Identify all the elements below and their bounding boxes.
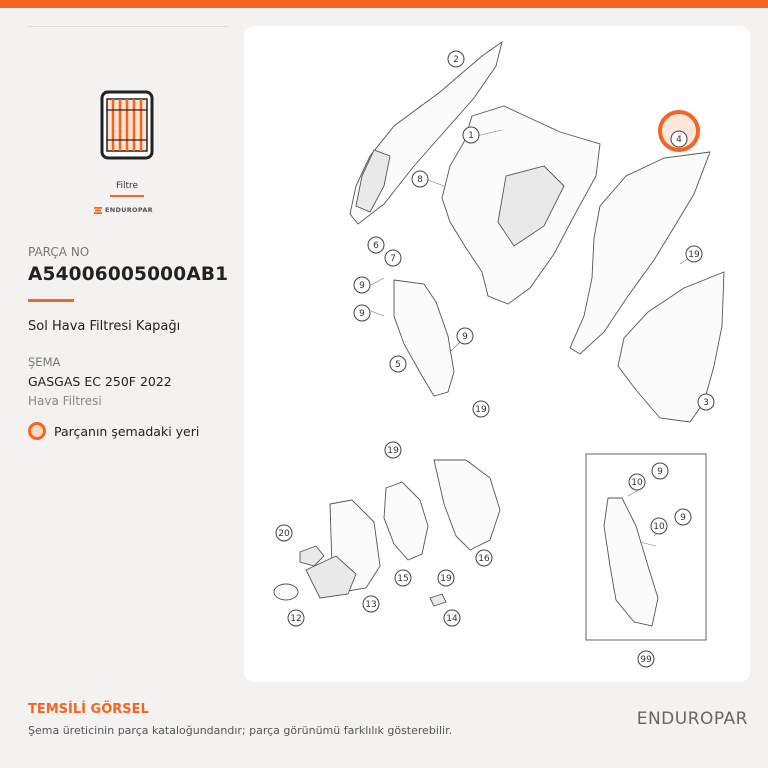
- callout-7-label: 7: [390, 254, 396, 264]
- callout-9d-label: 9: [657, 467, 663, 477]
- part-14-shape: [430, 594, 446, 606]
- callout-9a: [354, 277, 370, 293]
- part-16-shape: [434, 460, 500, 550]
- part-no-label: PARÇA NO: [28, 245, 90, 259]
- callout-3: [698, 394, 714, 410]
- callout-5: [390, 356, 406, 372]
- callout-14-label: 14: [446, 614, 458, 624]
- callout-2-label: 2: [453, 55, 459, 65]
- callout-10b-label: 10: [653, 522, 665, 532]
- part-5-shape: [394, 280, 454, 396]
- parts-diagram: [244, 26, 750, 682]
- callout-19c-label: 19: [387, 446, 399, 456]
- callout-9b-label: 9: [359, 309, 365, 319]
- callout-4-highlighted: [660, 112, 698, 150]
- callout-1: [463, 127, 479, 143]
- callout-19c: [385, 442, 401, 458]
- callout-4-label: 4: [676, 135, 682, 145]
- exploded-view-drawing: [244, 26, 750, 682]
- part-number-underline: [28, 299, 74, 302]
- callout-16: [476, 550, 492, 566]
- callout-6: [368, 237, 384, 253]
- callout-10a: [629, 474, 645, 490]
- schema-group: Hava Filtresi: [28, 394, 102, 408]
- callout-13-label: 13: [365, 600, 377, 610]
- callout-12: [288, 610, 304, 626]
- legend: [28, 422, 199, 440]
- orange-circle-marker-icon: [28, 422, 46, 440]
- category-label: Filtre: [115, 181, 139, 191]
- callout-15: [395, 570, 411, 586]
- callout-15-label: 15: [397, 574, 409, 584]
- callout-8-label: 8: [417, 175, 423, 185]
- callout-19a-label: 19: [688, 250, 700, 260]
- callout-13: [363, 596, 379, 612]
- callout-12-label: 12: [290, 614, 302, 624]
- callout-10a-label: 10: [631, 478, 643, 488]
- legend-text: Parçanın şemadaki yeri: [54, 423, 200, 439]
- callout-20: [276, 525, 292, 541]
- part-15-shape: [384, 482, 428, 560]
- part-99-shape: [604, 498, 658, 626]
- callout-5-label: 5: [395, 360, 401, 370]
- callout-19a: [686, 246, 702, 262]
- callout-14: [444, 610, 460, 626]
- callout-9e: [675, 509, 691, 525]
- callout-3-label: 3: [703, 398, 709, 408]
- callout-19b-label: 19: [475, 405, 487, 415]
- callout-9b: [354, 305, 370, 321]
- category-underline: [110, 195, 144, 197]
- air-filter-icon: [100, 90, 154, 160]
- callout-10b: [651, 518, 667, 534]
- callout-99: [638, 651, 654, 667]
- callout-9c: [457, 328, 473, 344]
- callout-19b: [473, 401, 489, 417]
- footer-note: Şema üreticinin parça kataloğundandır; parça görünümü farklılık gösterebilir.: [28, 724, 453, 737]
- schema-model: GASGAS EC 250F 2022: [28, 374, 172, 389]
- part-name: Sol Hava Filtresi Kapağı: [28, 319, 181, 334]
- callout-6-label: 6: [373, 241, 379, 251]
- callout-9e-label: 9: [680, 513, 686, 523]
- brand-small-text: ENDUROPAR: [105, 206, 153, 214]
- part-number: A54006005000AB1: [28, 264, 229, 285]
- sidebar-top-divider: [28, 26, 228, 27]
- callout-9c-label: 9: [462, 332, 468, 342]
- footer-brand-logo: ENDUROPAR: [636, 709, 748, 729]
- callout-9a-label: 9: [359, 281, 365, 291]
- callout-99-label: 99: [640, 655, 652, 665]
- callout-9d: [652, 463, 668, 479]
- callout-20-label: 20: [278, 529, 290, 539]
- callout-8: [412, 171, 428, 187]
- schema-label: ŞEMA: [28, 355, 61, 369]
- part-12-shape: [274, 584, 298, 600]
- callout-1-label: 1: [468, 131, 474, 141]
- callout-16-label: 16: [478, 554, 490, 564]
- top-accent-bar: [0, 0, 768, 8]
- brand-small: [94, 206, 153, 214]
- callout-7: [385, 250, 401, 266]
- callout-19d-label: 19: [440, 574, 452, 584]
- enduropar-logo-icon: [94, 207, 102, 214]
- footer-title: TEMSİLİ GÖRSEL: [28, 702, 149, 717]
- callout-2: [448, 51, 464, 67]
- callout-19d: [438, 570, 454, 586]
